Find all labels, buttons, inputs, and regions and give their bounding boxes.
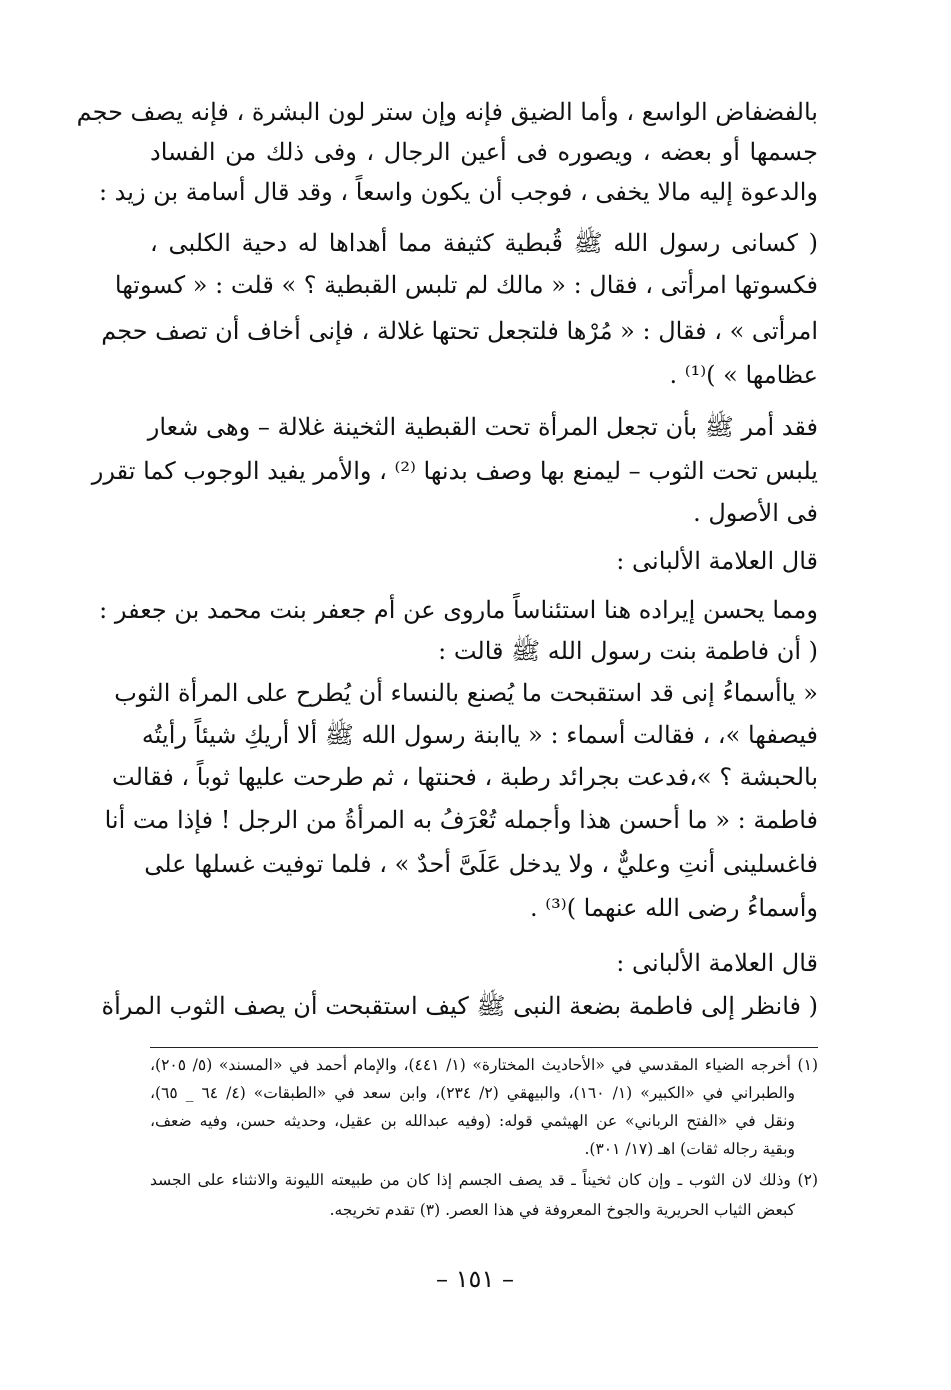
body-line-9: يلبس تحت الثوب – ليمنع بها وصف بدنها ⁽²⁾ ، والأمر يفيد الوجوب كما تقرر — [91, 457, 818, 485]
body-line-15: فيصفها »، ، فقالت أسماء : « ياابنة رسول الله ﷺ ألا أريكِ شيئاً رأيتُه — [141, 721, 818, 749]
body-line-10: فى الأصول . — [693, 499, 818, 527]
body-line-5: فكسوتها امرأتى ، فقال : « مالك لم تلبس القبطية ؟ » قلت : « كسوتها — [114, 271, 818, 299]
footnote-line-2: والطبراني في «الكبير» (١/ ١٦٠)، والبيهقي (٢/ ٢٣٤)، وابن سعد في «الطبقات» (٤/ ٦٤ _ ٦٥)، — [150, 1084, 795, 1102]
body-line-18: فاغسلينى أنتِ وعليٌّ ، ولا يدخل عَلَىَّ أحدٌ » ، فلما توفيت غسلها على — [144, 850, 818, 878]
footnote-line-3: ونقل في «الفتح الرباني» عن الهيثمي قوله: (وفيه عبدالله بن عقيل، وحديثه حسن، وفيه ضعف، — [150, 1112, 795, 1130]
body-line-12: ومما يحسن إيراده هنا استئناساً ماروى عن أم جعفر بنت محمد بن جعفر : — [99, 596, 818, 624]
footnote-separator — [150, 1047, 818, 1048]
footnote-line-4: وبقية رجاله ثقات) اهـ (١٧/ ٣٠١). — [584, 1140, 795, 1158]
body-line-4: ( كسانى رسول الله ﷺ قُبطية كثيفة مما أهداها له دحية الكلبى ، — [150, 229, 818, 257]
body-line-3: والدعوة إليه مالا يخفى ، فوجب أن يكون واسعاً ، وقد قال أسامة بن زيد : — [98, 178, 818, 206]
body-line-6: امرأتى » ، فقال : « مُرْها فلتجعل تحتها غلالة ، فإنى أخاف أن تصف حجم — [101, 317, 818, 345]
body-line-1: بالفضفاض الواسع ، وأما الضيق فإنه وإن ستر لون البشرة ، فإنه يصف حجم — [76, 98, 818, 126]
body-line-21: ( فانظر إلى فاطمة بضعة النبى ﷺ كيف استقبحت أن يصف الثوب المرأة — [101, 992, 818, 1020]
body-line-16: بالحبشة ؟ »،فدعت بجرائد رطبة ، فحنتها ، ثم طرحت عليها ثوباً ، فقالت — [112, 763, 818, 791]
body-line-8: فقد أمر ﷺ بأن تجعل المرأة تحت القبطية الثخينة غلالة – وهى شعار — [147, 413, 818, 441]
footnote-line-6: كبعض الثياب الحريرية والجوخ المعروفة في هذا العصر. (٣) تقدم تخريجه. — [329, 1201, 795, 1219]
body-line-17: فاطمة : « ما أحسن هذا وأجمله تُعْرَفُ به المرأةُ من الرجل ! فإذا مت أنا — [104, 806, 818, 834]
body-line-14: « ياأسماءُ إنى قد استقبحت ما يُصنع بالنساء أن يُطرح على المرأة الثوب — [114, 679, 818, 707]
body-line-19: وأسماءُ رضى الله عنهما )⁽³⁾ . — [530, 894, 818, 922]
body-line-20: قال العلامة الألبانى : — [616, 949, 818, 977]
body-line-13: ( أن فاطمة بنت رسول الله ﷺ قالت : — [438, 637, 818, 665]
page-number: – ١٥١ – — [436, 1265, 514, 1293]
footnote-line-1: (١) أخرجه الضياء المقدسي في «الأحاديث المختارة» (١/ ٤٤١)، والإمام أحمد في «المسند» (٥/ ٢٠٥)، — [150, 1056, 818, 1074]
body-line-11: قال العلامة الألبانى : — [616, 547, 818, 575]
footnote-line-5: (٢) وذلك لان الثوب ـ وإن كان ثخيناً ـ قد يصف الجسم إذا كان من طبيعته الليونة والانثناء على الجسد — [150, 1171, 818, 1189]
body-line-7: عظامها » )⁽¹⁾ . — [669, 361, 818, 389]
body-line-2: جسمها أو بعضه ، ويصوره فى أعين الرجال ، وفى ذلك من الفساد — [150, 138, 818, 166]
